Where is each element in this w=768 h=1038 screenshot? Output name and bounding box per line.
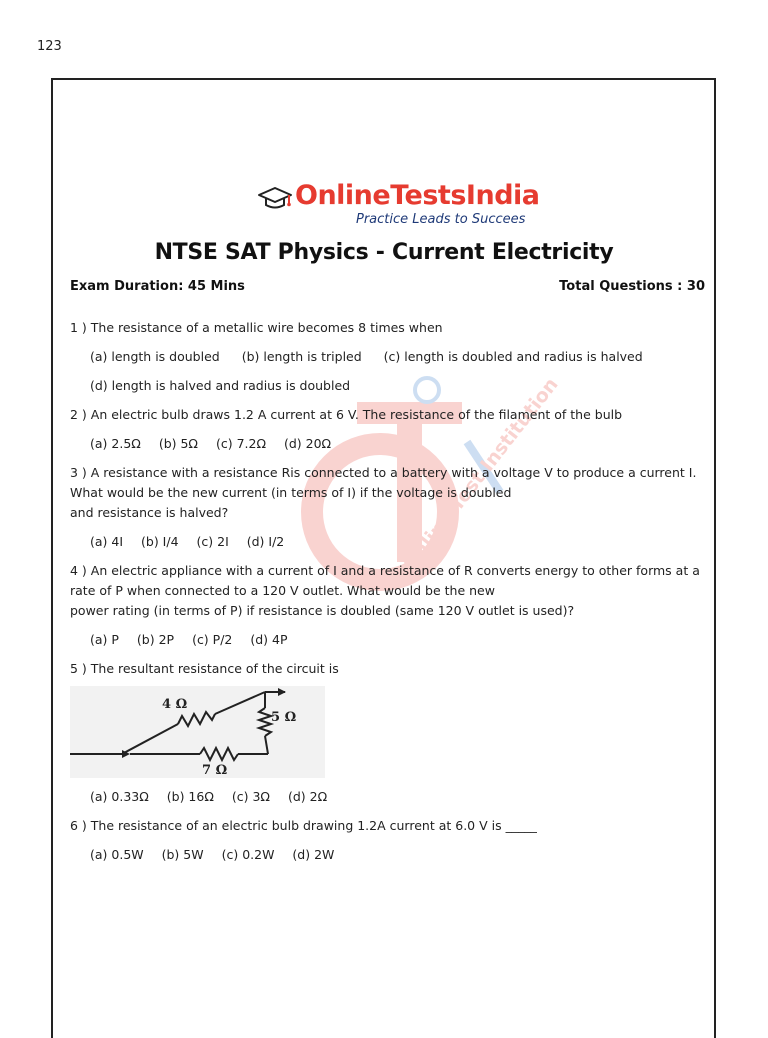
option-a: (a) length is doubled: [90, 349, 220, 364]
option-b: (b) length is tripled: [241, 349, 362, 364]
total-questions: Total Questions : 30: [559, 279, 705, 294]
option-a: (a) P: [90, 632, 119, 647]
question-1: 1 ) The resistance of a metallic wire becomes 8 times when: [70, 320, 443, 335]
brand-name: OnlineTestsIndia: [295, 180, 540, 211]
question-1-options-row2: [90, 376, 710, 396]
label-7-ohm: 7 Ω: [202, 763, 228, 778]
question-5: 5 ) The resultant resistance of the circuit is: [70, 661, 339, 676]
option-d: (d) 2Ω: [287, 789, 328, 804]
option-a: (a) 2.5Ω: [90, 436, 141, 451]
question-2: 2 ) An electric bulb draws 1.2 A current at 6 V. The resistance of the filament of the bulb: [70, 407, 623, 422]
option-b: (b) 2P: [136, 632, 175, 647]
option-d: (d) 20Ω: [283, 436, 332, 451]
option-c: (c) 2I: [196, 534, 229, 549]
question-4-line-2: rate of P when connected to a 120 V outlet. What would be the new: [70, 583, 495, 598]
option-d: (d) 4P: [250, 632, 288, 647]
question-1-options: [90, 347, 710, 367]
option-c: (c) P/2: [192, 632, 233, 647]
brand-tagline: Practice Leads to Succees: [356, 212, 526, 227]
circuit-drawing: [70, 686, 325, 778]
option-d: (d) 2W: [292, 847, 335, 862]
option-c: (c) 7.2Ω: [215, 436, 266, 451]
option-b: (b) 5Ω: [158, 436, 198, 451]
option-c: (c) 0.2W: [221, 847, 275, 862]
label-5-ohm: 5 Ω: [271, 710, 297, 725]
option-a: (a) 0.5W: [90, 847, 144, 862]
option-b: (b) 16Ω: [166, 789, 214, 804]
question-4-line-1: 4 ) An electric appliance with a current of I and a resistance of R converts energy to other forms at a: [70, 563, 700, 578]
graduation-cap-icon: [258, 186, 292, 212]
question-6: 6 ) The resistance of an electric bulb drawing 1.2A current at 6.0 V is _____: [70, 818, 537, 833]
question-list: [70, 318, 710, 874]
question-5-options: [90, 787, 710, 807]
option-a: (a) 4I: [90, 534, 124, 549]
question-3-line-1: 3 ) A resistance with a resistance Ris connected to a battery with a voltage V to produce a current I.: [70, 465, 697, 480]
option-a: (a) 0.33Ω: [90, 789, 149, 804]
option-c: (c) length is doubled and radius is halved: [383, 349, 643, 364]
watermark-text: Online Test Institution: [398, 373, 563, 576]
brand-logo: [258, 180, 540, 232]
option-b: (b) 5W: [161, 847, 204, 862]
circuit-diagram: [70, 686, 325, 778]
question-3-options: [90, 532, 710, 552]
page-number: 123: [37, 39, 62, 54]
question-4-line-3: power rating (in terms of P) if resistance is doubled (same 120 V outlet is used)?: [70, 603, 575, 618]
label-4-ohm: 4 Ω: [162, 697, 188, 712]
question-4-options: [90, 630, 710, 650]
option-d: (d) I/2: [246, 534, 285, 549]
option-b: (b) I/4: [141, 534, 179, 549]
option-d: (d) length is halved and radius is doubled: [90, 378, 351, 393]
question-3-line-2: What would be the new current (in terms of I) if the voltage is doubled: [70, 485, 512, 500]
question-3-line-3: and resistance is halved?: [70, 505, 229, 520]
question-2-options: [90, 434, 710, 454]
page-title: NTSE SAT Physics - Current Electricity: [154, 240, 614, 265]
question-6-options: [90, 845, 710, 865]
option-c: (c) 3Ω: [231, 789, 270, 804]
exam-duration: Exam Duration: 45 Mins: [70, 279, 245, 294]
